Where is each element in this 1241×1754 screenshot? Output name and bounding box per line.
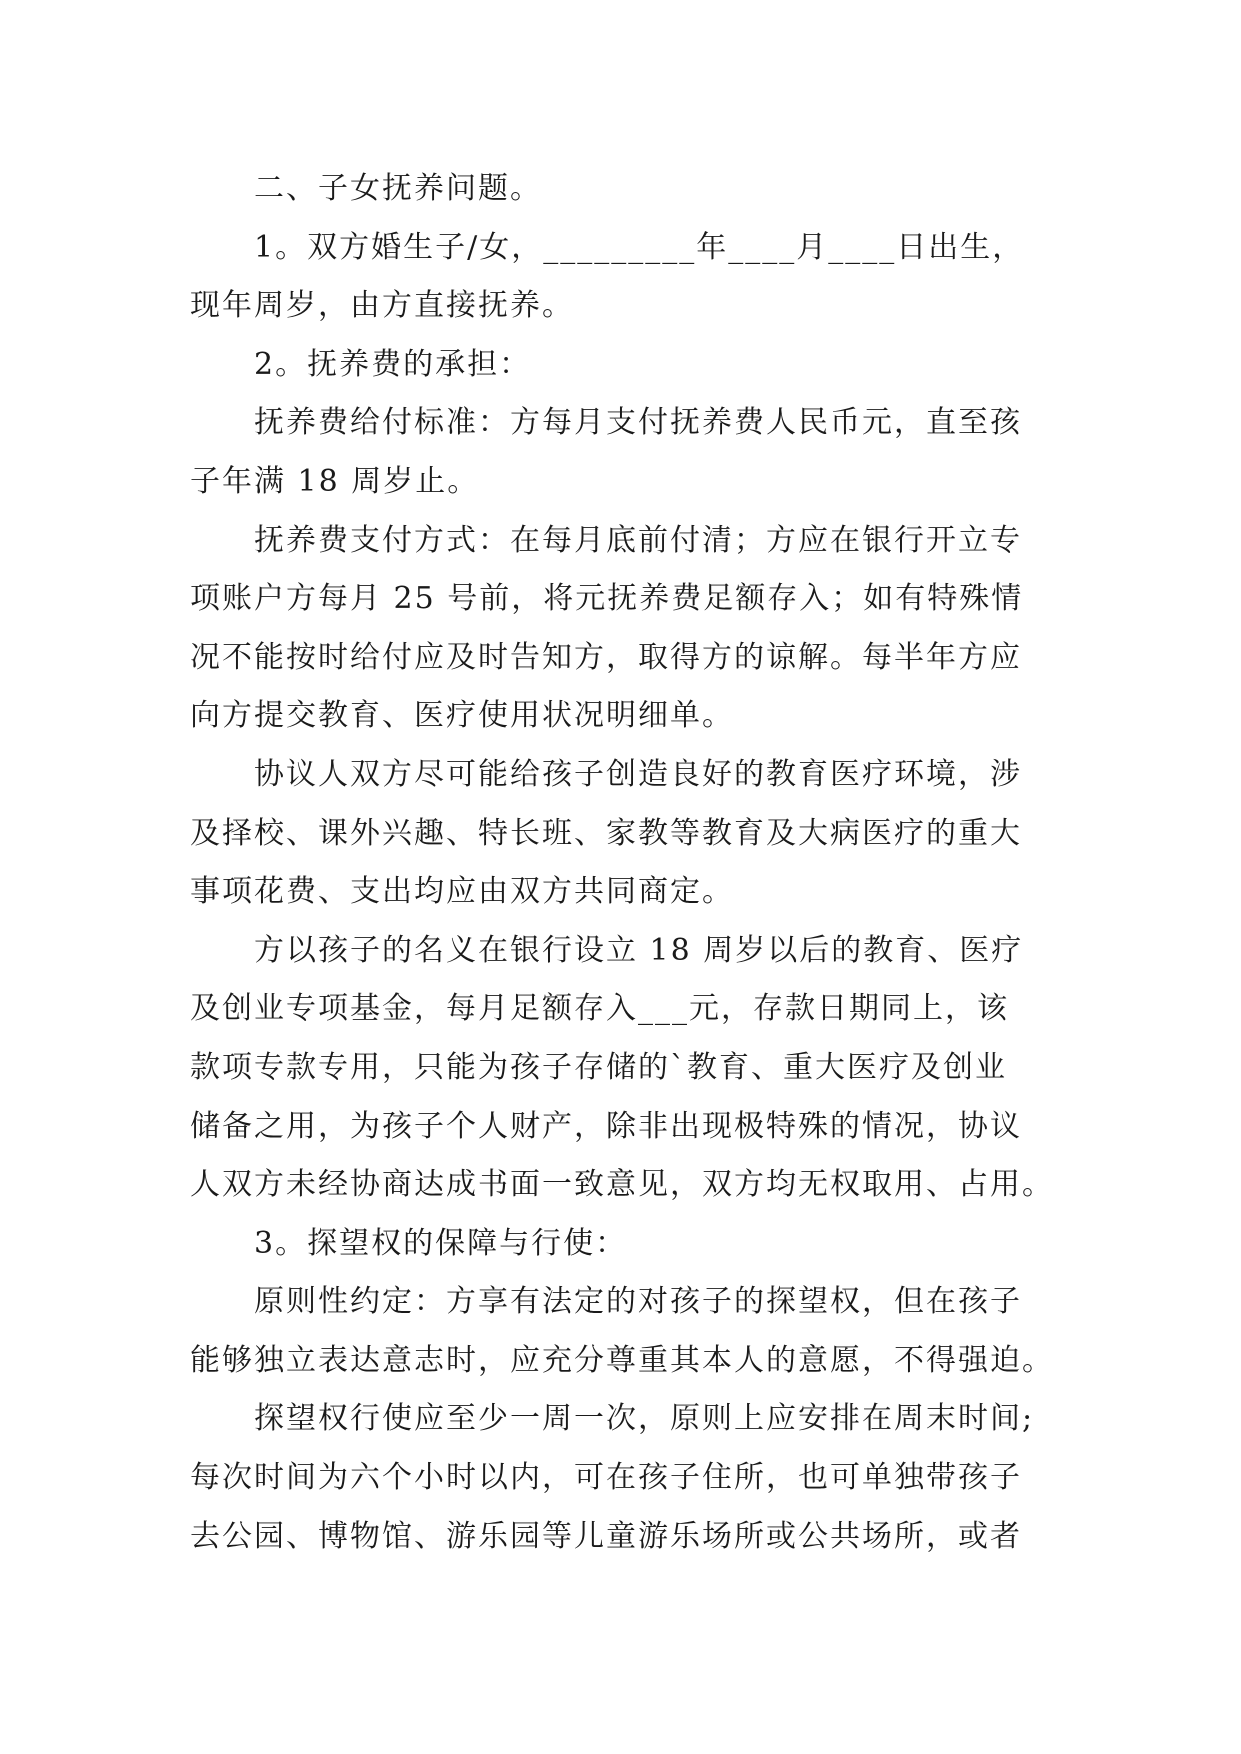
text-line: 方以孩子的名义在银行设立 18 周岁以后的教育、医疗 bbox=[254, 932, 1024, 968]
text-line: 原则性约定：方享有法定的对孩子的探望权，但在孩子 bbox=[254, 1284, 1022, 1320]
text-line: 储备之用，为孩子个人财产，除非出现极特殊的情况，协议 bbox=[190, 1108, 1022, 1144]
text-line: 去公园、博物馆、游乐园等儿童游乐场所或公共场所，或者 bbox=[190, 1518, 1022, 1554]
text-line: 况不能按时给付应及时告知方，取得方的谅解。每半年方应 bbox=[190, 639, 1022, 675]
text-line: 每次时间为六个小时以内，可在孩子住所，也可单独带孩子 bbox=[190, 1460, 1022, 1496]
paragraph-payment-method bbox=[190, 512, 1050, 746]
paragraph-education-environment bbox=[190, 746, 1050, 922]
paragraph-visitation-principle bbox=[190, 1273, 1054, 1390]
text-line: 及择校、课外兴趣、特长班、家教等教育及大病医疗的重大 bbox=[190, 815, 1022, 851]
text-line: 能够独立表达意志时，应充分尊重其本人的意愿，不得强迫。 bbox=[190, 1342, 1054, 1378]
paragraph-visitation-frequency bbox=[190, 1390, 1050, 1566]
text-line: 抚养费支付方式：在每月底前付清；方应在银行开立专 bbox=[254, 522, 1022, 558]
text-line: 人双方未经协商达成书面一致意见，双方均无权取用、占用。 bbox=[190, 1167, 1054, 1203]
text-line: 二、子女抚养问题。 bbox=[254, 171, 542, 206]
paragraph-child-birth bbox=[190, 219, 1050, 336]
text-line: 款项专款专用，只能为孩子存储的`教育、重大医疗及创业 bbox=[190, 1049, 1007, 1085]
text-line: 抚养费给付标准：方每月支付抚养费人民币元，直至孩 bbox=[254, 405, 1022, 441]
text-line: 事项花费、支出均应由双方共同商定。 bbox=[190, 874, 734, 910]
text-line: 向方提交教育、医疗使用状况明细单。 bbox=[190, 698, 734, 734]
text-line: 项账户方每月 25 号前，将元抚养费足额存入；如有特殊情 bbox=[190, 581, 1024, 617]
text-line: 现年周岁，由方直接抚养。 bbox=[190, 288, 574, 324]
subheading-visitation-rights bbox=[190, 1215, 1050, 1274]
text-line: 及创业专项基金，每月足额存入___元，存款日期同上，该 bbox=[190, 991, 1009, 1027]
text-line: 探望权行使应至少一周一次，原则上应安排在周末时间; bbox=[254, 1401, 1035, 1437]
paragraph-special-fund bbox=[190, 922, 1054, 1215]
subheading-support-cost bbox=[190, 336, 1050, 395]
paragraph-support-standard bbox=[190, 394, 1050, 511]
text-line: 3。探望权的保障与行使： bbox=[254, 1225, 628, 1261]
text-line: 协议人双方尽可能给孩子创造良好的教育医疗环境，涉 bbox=[254, 756, 1022, 792]
section-heading-child-custody bbox=[190, 160, 1050, 219]
document-body bbox=[190, 160, 1054, 1566]
text-line: 子年满 18 周岁止。 bbox=[190, 463, 480, 499]
text-line: 1。双方婚生子/女，_________年____月____日出生， bbox=[254, 229, 1025, 265]
text-line: 2。抚养费的承担： bbox=[254, 346, 532, 382]
